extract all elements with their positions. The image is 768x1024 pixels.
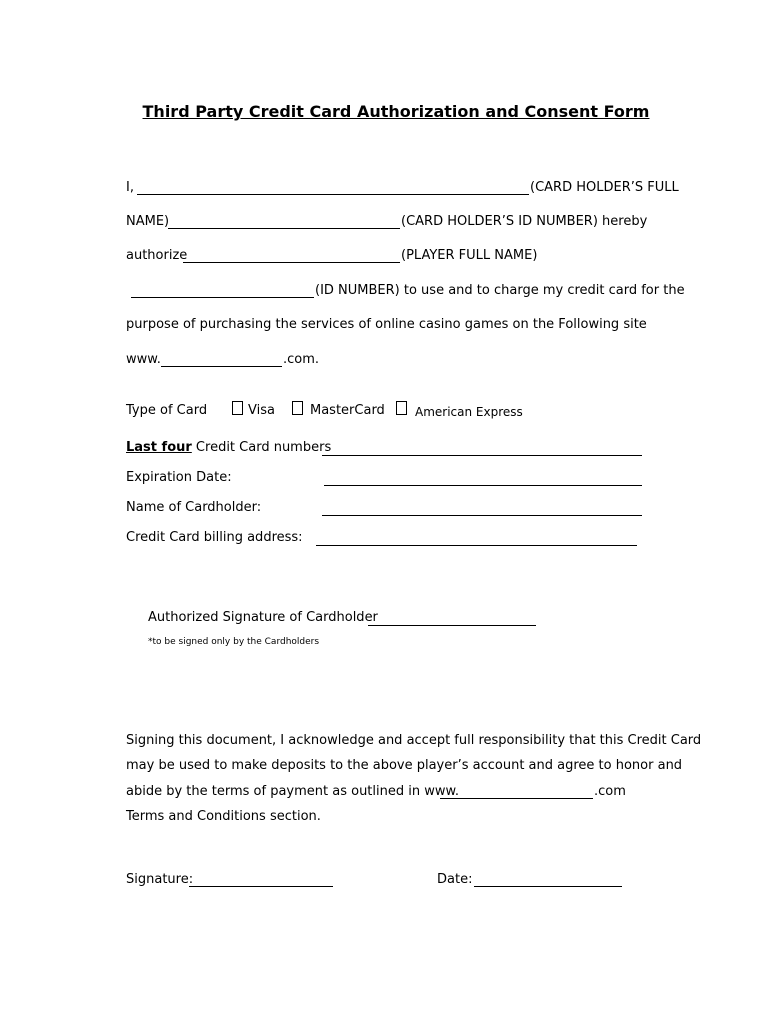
para1-line6-suffix: .com. <box>283 352 320 367</box>
date-label: Date: <box>437 872 473 887</box>
date-field[interactable] <box>474 886 622 887</box>
signature-field[interactable] <box>189 886 333 887</box>
cardholder-full-name-field[interactable] <box>137 194 529 195</box>
form-title: Third Party Credit Card Authorization and Consent Form <box>142 102 650 121</box>
ack-line4: Terms and Conditions section. <box>126 809 321 824</box>
last-four-field[interactable] <box>322 455 642 456</box>
signature-label: Signature: <box>126 872 194 887</box>
para1-line4-suffix: (ID NUMBER) to use and to charge my credit card for the <box>315 283 685 298</box>
site-url-field[interactable] <box>161 366 282 367</box>
american-express-checkbox[interactable] <box>396 401 407 415</box>
ack-line3-suffix: .com <box>594 784 626 799</box>
last-four-rest: Credit Card numbers <box>191 440 332 455</box>
visa-checkbox[interactable] <box>232 401 243 415</box>
para1-line3-prefix: authorize <box>126 248 188 263</box>
ack-line3-prefix: abide by the terms of payment as outlined in www. <box>126 784 460 799</box>
american-express-label: American Express <box>415 405 523 419</box>
terms-url-field[interactable] <box>440 798 593 799</box>
cardholder-name-field[interactable] <box>322 515 642 516</box>
cardholder-name-label: Name of Cardholder: <box>126 500 262 515</box>
billing-address-label: Credit Card billing address: <box>126 530 303 545</box>
authorized-signature-field[interactable] <box>368 625 536 626</box>
para1-line3-suffix: (PLAYER FULL NAME) <box>401 248 538 263</box>
para1-line2-prefix: NAME) <box>126 214 170 229</box>
para1-line5: purpose of purchasing the services of online casino games on the Following site <box>126 317 647 332</box>
expiration-field[interactable] <box>324 485 642 486</box>
para1-line6-prefix: www. <box>126 352 161 367</box>
player-full-name-field[interactable] <box>183 262 400 263</box>
para1-line2-suffix: (CARD HOLDER’S ID NUMBER) hereby <box>401 214 648 229</box>
visa-label: Visa <box>248 403 275 418</box>
billing-address-field[interactable] <box>316 545 637 546</box>
mastercard-label: MasterCard <box>310 403 385 418</box>
ack-line1: Signing this document, I acknowledge and accept full responsibility that this Credit Card <box>126 733 702 748</box>
ack-line2: may be used to make deposits to the above player’s account and agree to honor and <box>126 758 683 773</box>
card-type-label: Type of Card <box>126 403 208 418</box>
para1-line1-prefix: I, <box>126 180 134 195</box>
para1-line1-suffix: (CARD HOLDER’S FULL <box>530 180 679 195</box>
last-four-bold: Last four <box>126 440 192 455</box>
expiration-label: Expiration Date: <box>126 470 232 485</box>
cardholder-id-number-field[interactable] <box>168 228 400 229</box>
signature-note: *to be signed only by the Cardholders <box>148 637 320 647</box>
mastercard-checkbox[interactable] <box>292 401 303 415</box>
authorized-signature-label: Authorized Signature of Cardholder <box>148 610 378 625</box>
player-id-number-field[interactable] <box>131 297 314 298</box>
last-four-label <box>126 440 331 456</box>
